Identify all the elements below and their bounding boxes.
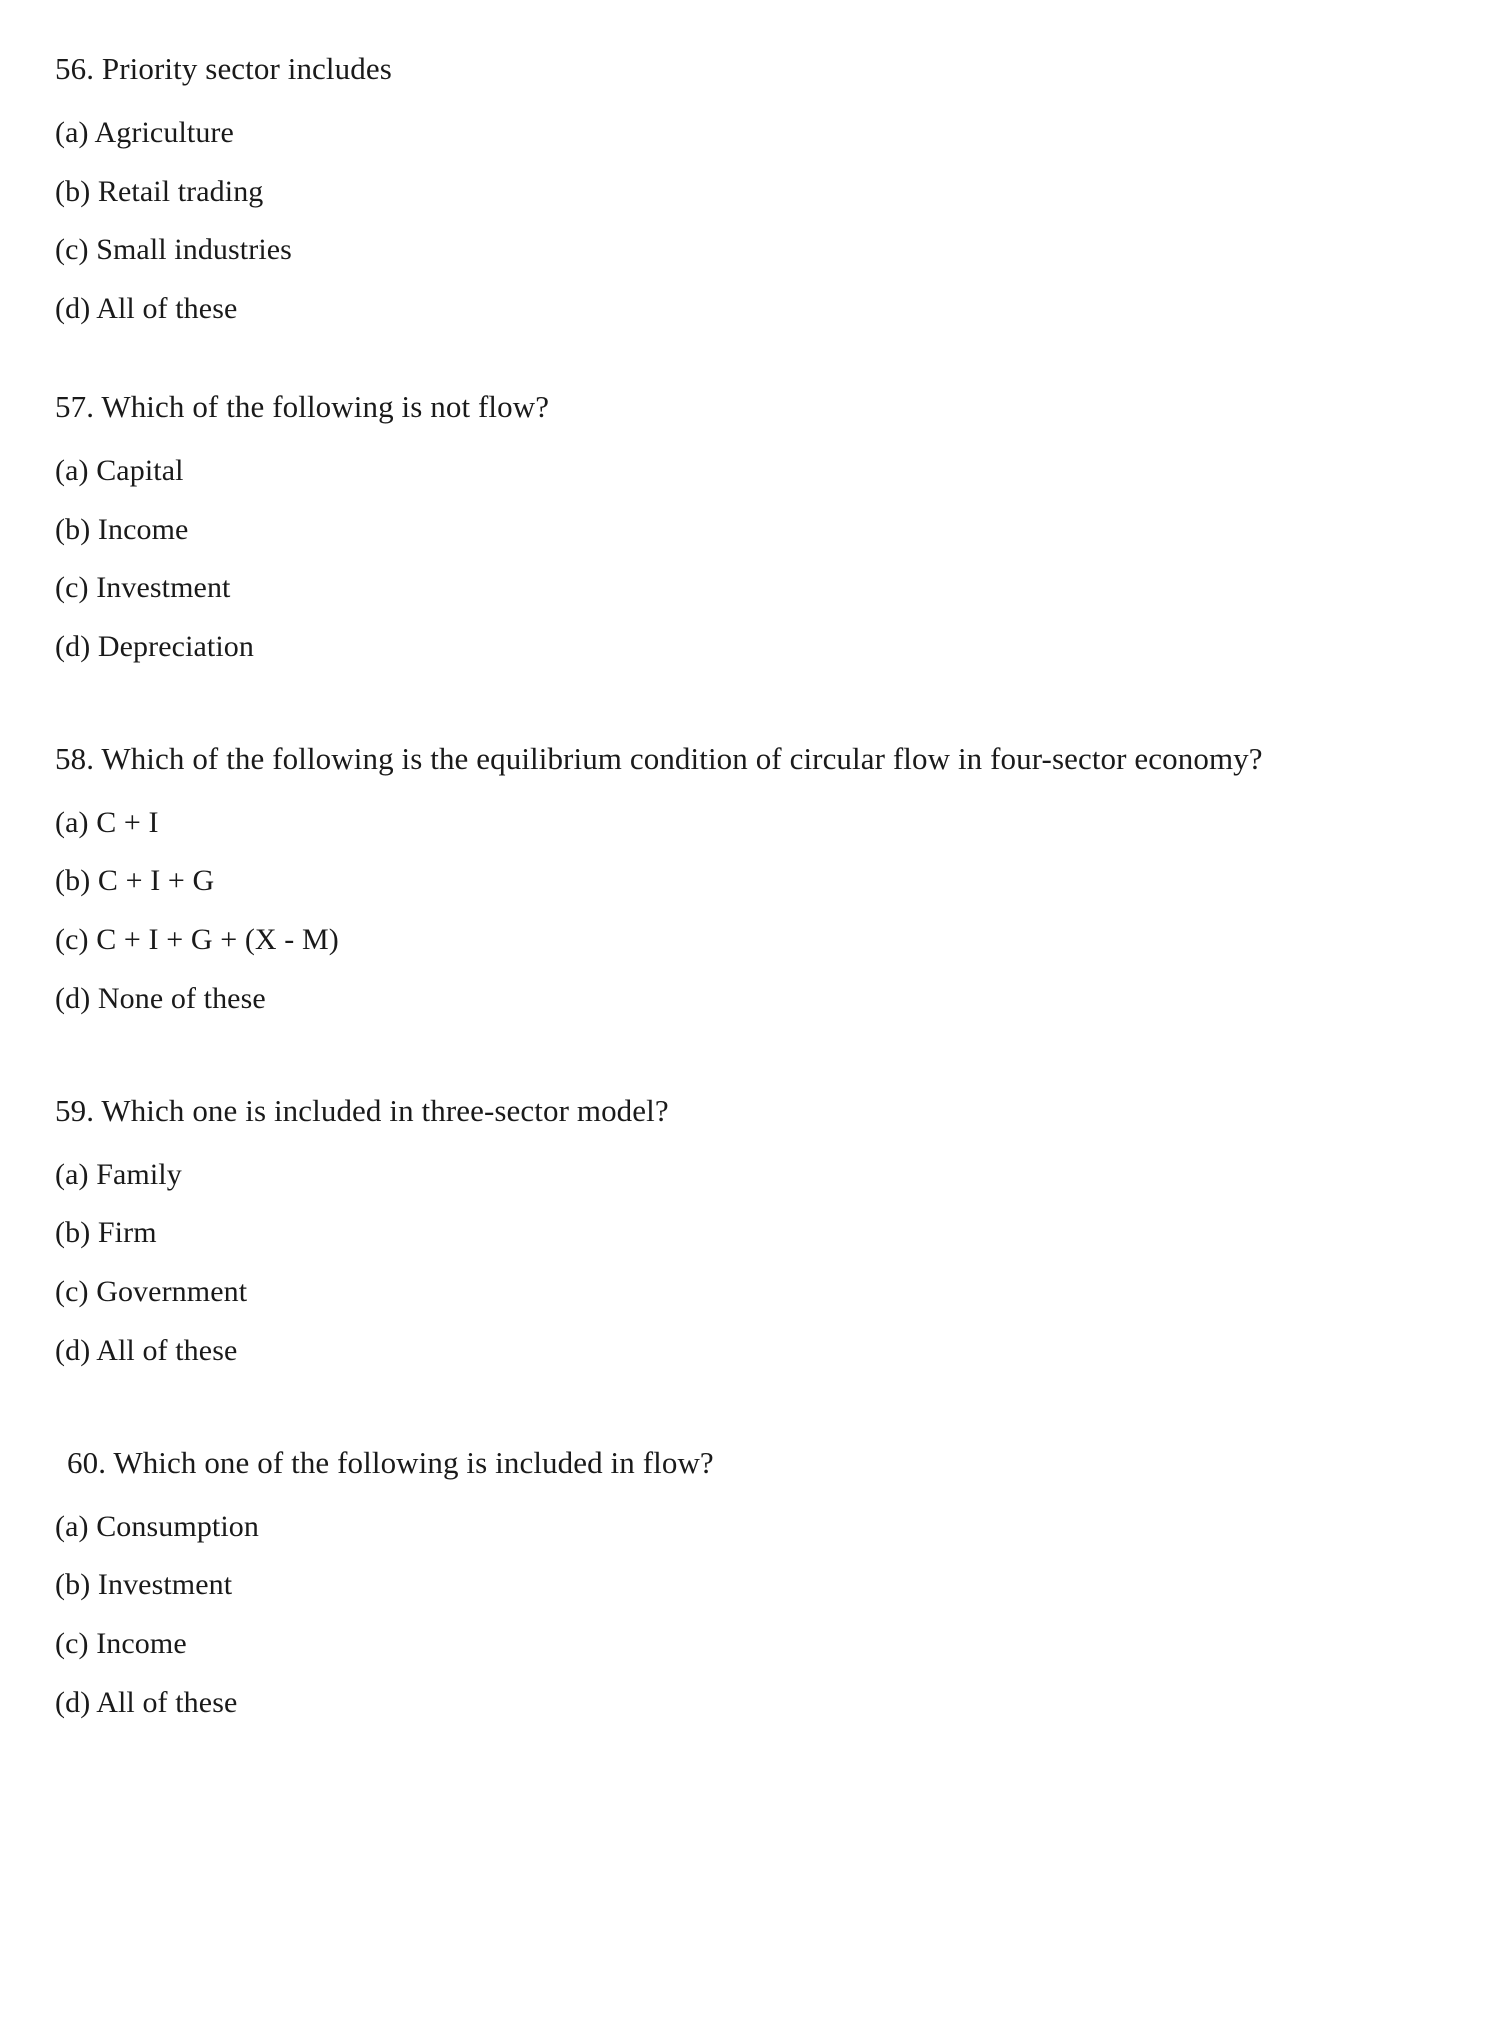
question-text: 60. Which one of the following is included in flow? — [67, 1444, 714, 1480]
option-a: (a) Agriculture — [55, 115, 234, 149]
option-c: (c) Small industries — [55, 233, 292, 267]
option-c: (c) C + I + G + (X - M) — [55, 923, 339, 957]
question-item — [55, 738, 1435, 1020]
option-a: (a) Family — [55, 1157, 182, 1191]
option-b: (b) C + I + G — [55, 864, 215, 898]
question-item — [55, 1090, 1435, 1372]
option-d: (d) Depreciation — [55, 630, 255, 664]
question-text: 56. Priority sector includes — [55, 51, 392, 86]
option-c: (c) Government — [55, 1275, 248, 1309]
option-c: (c) Investment — [55, 571, 231, 605]
option-d: (d) All of these — [55, 1685, 238, 1719]
question-item — [55, 48, 1435, 330]
question-text: 57. Which of the following is not flow? — [55, 388, 550, 424]
option-a: (a) C + I — [55, 805, 159, 839]
option-b: (b) Investment — [55, 1568, 233, 1602]
option-d: (d) None of these — [55, 982, 266, 1016]
option-b: (b) Income — [55, 512, 189, 546]
option-b: (b) Firm — [55, 1216, 157, 1250]
option-b: (b) Retail trading — [55, 174, 264, 208]
option-a: (a) Consumption — [55, 1509, 259, 1543]
option-d: (d) All of these — [55, 1334, 238, 1368]
option-d: (d) All of these — [55, 292, 238, 326]
question-item — [55, 386, 1435, 668]
question-text: 58. Which of the following is the equilibrium condition of circular flow in four-sector economy? — [55, 740, 1263, 776]
question-text: 59. Which one is included in three-sector model? — [55, 1092, 669, 1128]
question-item — [55, 1442, 1435, 1724]
option-a: (a) Capital — [55, 453, 184, 487]
option-c: (c) Income — [55, 1627, 187, 1661]
